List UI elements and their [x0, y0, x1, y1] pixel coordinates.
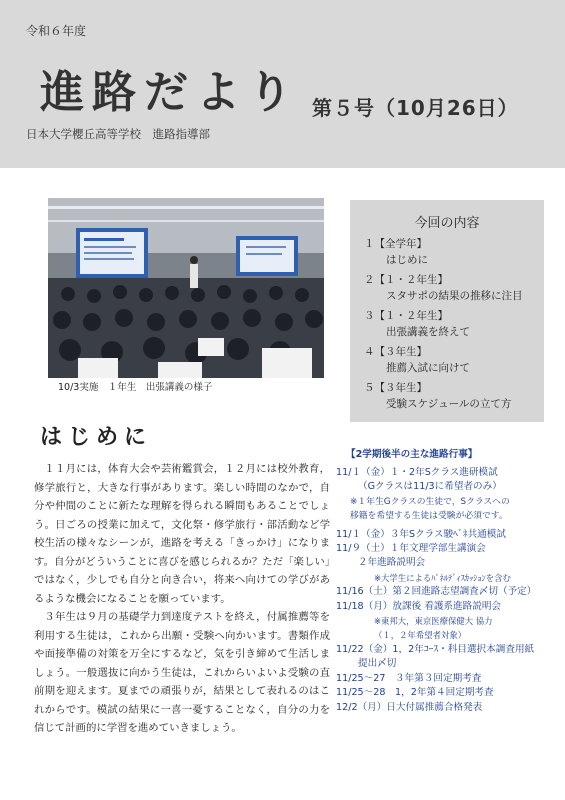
event-row: ２年進路説明会: [358, 557, 426, 569]
contents-item-sub: 推薦入試に向けて: [386, 362, 470, 374]
contents-item-head: ４【３年生】: [364, 346, 427, 358]
contents-box: [350, 200, 544, 422]
event-row: （Gクラスは11/3に希望者のみ）: [358, 481, 502, 493]
contents-item-sub: 受験スケジュールの立て方: [386, 398, 512, 410]
school-department: 日本大学櫻丘高等学校 進路指導部: [26, 127, 210, 141]
fiscal-year: 令和６年度: [26, 24, 87, 38]
events-list: [336, 466, 551, 715]
intro-body: [34, 460, 330, 738]
contents-item: [364, 380, 511, 412]
photo-caption: 10/3実施 １年生 出張講義の様子: [58, 382, 213, 393]
header-band: [0, 0, 565, 168]
intro-heading: はじめに: [40, 425, 153, 450]
contents-item-head: １【全学年】: [364, 238, 427, 250]
newsletter-title: 進路だより: [40, 67, 300, 118]
contents-item-head: ２【１・２年生】: [364, 274, 448, 286]
event-row: 11/22（金）1，2年ｺｰｽ・科目選択本調査用紙: [336, 643, 535, 655]
contents-item-sub: スタサポの結果の推移に注目: [386, 290, 523, 302]
contents-item-head: ３【１・２年生】: [364, 310, 448, 322]
events-heading: 【2学期後半の主な進路行事】: [346, 449, 478, 460]
event-row: 11/１（金）１・2年Sクラス進研模試: [336, 467, 498, 478]
events-schedule: [336, 446, 551, 715]
contents-item-sub: 出張講義を終えて: [386, 326, 470, 338]
contents-item-head: ５【３年生】: [364, 382, 427, 394]
event-row: 12/2（月）日大付属推薦合格発表: [336, 701, 483, 713]
event-row: 11/18（月）放課後 看護系進路説明会: [336, 600, 502, 612]
intro-paragraph: ３年生は９月の基礎学力到達度テストを終え，付属推薦等を利用する生徒は，これから出願・受験へ向かいます。書類作成や面接準備の対策を万全にするなど，気を引き締めて生活しましょう。一般選抜に向かう生徒は，これからいよいよ受験の直前期を迎えます。夏までの頑張りが，結果として表れるのはこれからです。模試の結果に一喜一憂することなく，自分の力を信じて計画的に学習を進めていきましょう。: [34, 611, 330, 734]
contents-item-sub: はじめに: [386, 254, 428, 266]
event-row: 11/25～28 1，2年第４回定期考査: [336, 687, 494, 699]
event-row: ※１年生Gクラスの生徒で，Sクラスへの: [350, 496, 510, 507]
event-row: 11/25～27 ３年第３回定期考査: [336, 672, 482, 684]
event-row: 提出〆切: [358, 658, 397, 670]
contents-item: [364, 308, 470, 340]
contents-item: [364, 236, 428, 268]
event-row: ※大学生によるﾊﾟﾈﾙﾃﾞｨｽｶｯｼｮﾝを含む: [374, 572, 511, 583]
event-row: ※東邦大，東京医療保健大 協力: [374, 616, 493, 627]
event-row: 11/９（土）１年文理学部生講演会: [336, 543, 486, 555]
event-row: 11/１（金）３年Sクラス駿ﾍﾞﾈ共通模試: [336, 528, 506, 540]
event-row: （１，２年希望者対象）: [374, 630, 467, 641]
event-row: 11/16（土）第２回進路志望調査〆切（予定）: [336, 586, 537, 598]
event-row: 移籍を希望する生徒は受験が必須です。: [350, 511, 508, 522]
intro-paragraph: １１月には，体育大会や芸術鑑賞会，１２月には校外教育，修学旅行と，大きな行事があります。楽しい時間のなかで，自分や仲間のことに新たな理解を得られる瞬間もあることでしょう。日ごろの授業に加えて，文化祭・修学旅行・部活動など学校生活の様々なシーンが，進路を考える「きっかけ」になります。自分がどういうことに喜びを感じられるか？ただ「楽しい」ではなく，少しでも自分と向き合い，将来へ向けての学びがあるような機会になることを願っています。: [34, 463, 330, 605]
contents-item: [364, 344, 470, 376]
contents-item: [364, 272, 523, 304]
contents-title: 今回の内容: [414, 216, 480, 231]
issue-number: 第５号（10月26日）: [312, 96, 519, 120]
lecture-photo: [48, 198, 324, 378]
